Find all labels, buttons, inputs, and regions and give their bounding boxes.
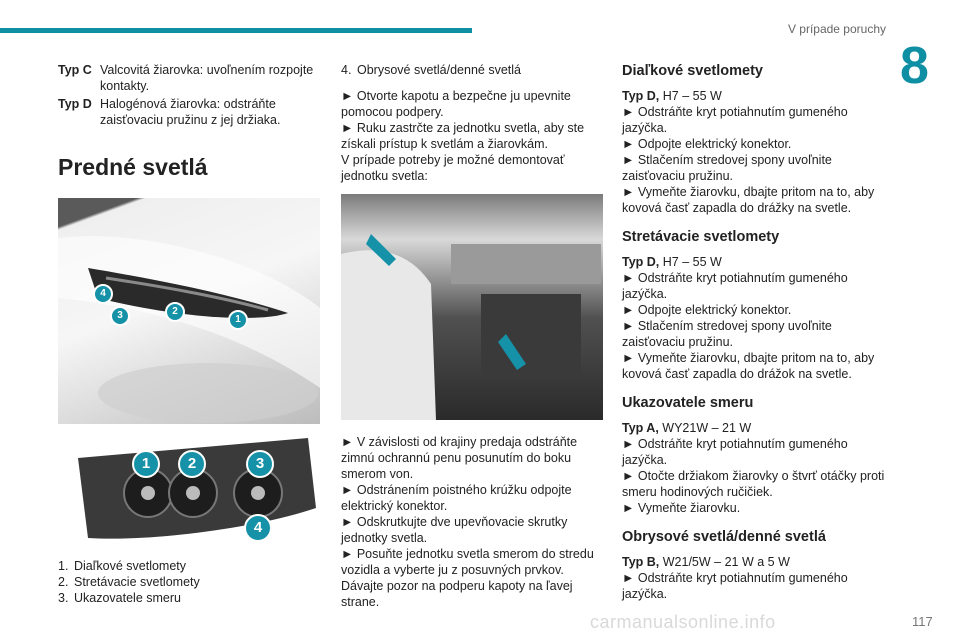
instruction-step: ► Posuňte jednotku svetla smerom do stredu vozidla a vyberte ju z posuvných prvkov. Dávajte pozor na podperu kapoty na ľavej strane. [341, 547, 594, 609]
instruction-step: ► Odpojte elektrický konektor. [622, 303, 792, 317]
bulb-type-value: WY21W – 21 W [658, 421, 752, 435]
page-number: 117 [912, 614, 933, 629]
callout-marker: 3 [246, 450, 274, 478]
bulb-type [622, 420, 888, 436]
legend-text: Diaľkové svetlomety [74, 559, 187, 573]
section-position-daytime-lights [622, 528, 888, 602]
legend-item [58, 558, 322, 574]
bulb-type-value: H7 – 55 W [659, 89, 722, 103]
instruction-step: ► Odpojte elektrický konektor. [622, 137, 792, 151]
chapter-number: 8 [900, 37, 929, 95]
bulb-type-key: Typ D, [622, 255, 660, 269]
instruction-step: ► Odstráňte kryt potiahnutím gumeného jazýčka. [622, 571, 848, 601]
section-heading: Stretávacie svetlomety [622, 229, 780, 245]
watermark: carmanualsonline.info [590, 612, 776, 632]
type-key: Typ D [58, 97, 92, 111]
callout-marker: 4 [93, 284, 113, 304]
legend-number: 3. [58, 591, 69, 605]
instruction-step: ► Vymeňte žiarovku. [622, 501, 741, 515]
bulb-type-key: Typ A, [622, 421, 659, 435]
legend-item [341, 62, 603, 78]
type-row [58, 96, 322, 128]
column-2 [341, 62, 603, 610]
callout-marker: 1 [228, 310, 248, 330]
front-headlight-photo [58, 198, 320, 424]
callout-marker: 2 [165, 302, 185, 322]
legend-text: Stretávacie svetlomety [74, 575, 200, 589]
headlight-unit-diagram [58, 438, 320, 546]
instruction-step: ► Odstráňte kryt potiahnutím gumeného jazýčka. [622, 105, 848, 135]
bulb-type [622, 88, 888, 104]
section-turn-signals [622, 394, 888, 516]
section-low-beams [622, 228, 888, 382]
legend-item [58, 574, 322, 590]
engine-bay-photo [341, 194, 603, 420]
bulb-type-value: H7 – 55 W [659, 255, 722, 269]
instruction-step: ► V závislosti od krajiny predaja odstráňte zimnú ochrannú penu posunutím do boku smerom von. [341, 435, 578, 481]
bulb-type [622, 254, 888, 270]
type-row [58, 62, 322, 94]
callout-marker: 2 [178, 450, 206, 478]
section-title: V prípade poruchy [787, 22, 886, 36]
instruction-step: ► Odstráňte kryt potiahnutím gumeného jazýčka. [622, 437, 848, 467]
section-heading: Obrysové svetlá/denné svetlá [622, 529, 826, 545]
legend-list [58, 558, 322, 606]
instruction-step: ► Otočte držiakom žiarovky o štvrť otáčky proti smeru hodinových ručičiek. [622, 469, 885, 499]
header-accent-bar [0, 28, 472, 33]
legend-item [58, 590, 322, 606]
engine-bay-illustration [341, 194, 603, 420]
legend-number: 1. [58, 559, 69, 573]
callout-marker: 3 [110, 306, 130, 326]
bulb-type-key: Typ B, [622, 555, 660, 569]
section-heading: Diaľkové svetlomety [622, 63, 763, 79]
instruction-step: ► Stlačením stredovej spony uvoľnite zaisťovaciu pružinu. [622, 319, 832, 349]
instruction-step: ► Stlačením stredovej spony uvoľnite zaisťovaciu pružinu. [622, 153, 832, 183]
column-3 [622, 62, 888, 602]
instruction-step: ► Odstráňte kryt potiahnutím gumeného jazýčka. [622, 271, 848, 301]
legend-text: Ukazovatele smeru [74, 591, 181, 605]
legend-text: Obrysové svetlá/denné svetlá [357, 63, 521, 77]
type-value: Valcovitá žiarovka: uvoľnením rozpojte kontakty. [100, 63, 314, 93]
bulb-type [622, 554, 888, 570]
bulb-type-value: W21/5W – 21 W a 5 W [659, 555, 790, 569]
instruction-step: ► Odstránením poistného krúžku odpojte elektrický konektor. [341, 483, 572, 513]
section-heading-front-lights: Predné svetlá [58, 154, 208, 180]
section-heading: Ukazovatele smeru [622, 395, 754, 411]
type-key: Typ C [58, 63, 92, 77]
bulb-type-key: Typ D, [622, 89, 660, 103]
type-value: Halogénová žiarovka: odstráňte zaisťovaciu pružinu z jej držiaka. [100, 97, 281, 127]
instruction-step: V prípade potreby je možné demontovať jednotku svetla: [341, 153, 565, 183]
instruction-step: ► Odskrutkujte dve upevňovacie skrutky jednotky svetla. [341, 515, 568, 545]
instruction-step: ► Otvorte kapotu a bezpečne ju upevnite pomocou podpery. [341, 89, 571, 119]
legend-list [341, 62, 603, 78]
legend-number: 2. [58, 575, 69, 589]
headlight-illustration [58, 198, 320, 424]
section-high-beams [622, 62, 888, 216]
callout-marker: 1 [132, 450, 160, 478]
column-1 [58, 62, 322, 606]
instruction-step: ► Vymeňte žiarovku, dbajte pritom na to, aby kovová časť zapadla do drážok na svetle. [622, 351, 875, 381]
legend-number: 4. [341, 63, 352, 77]
instruction-step: ► Ruku zastrčte za jednotku svetla, aby ste získali prístup k svetlám a žiarovkám. [341, 121, 585, 151]
callout-marker: 4 [244, 514, 272, 542]
instruction-step: ► Vymeňte žiarovku, dbajte pritom na to, aby kovová časť zapadla do drážky na svetle. [622, 185, 875, 215]
